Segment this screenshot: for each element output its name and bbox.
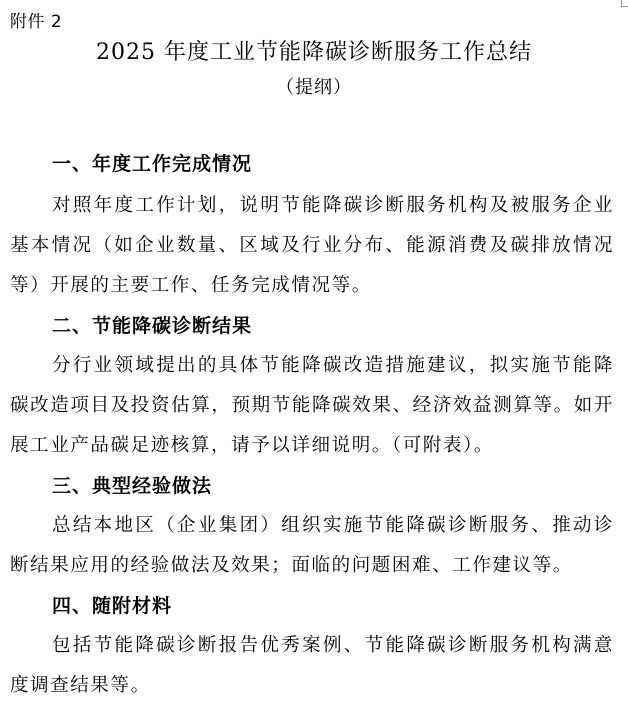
section-body-1: 对照年度工作计划，说明节能降碳诊断服务机构及被服务企业基本情况（如企业数量、区域及行业分布、能源消费及碳排放情况等）开展的主要工作、任务完成情况等。: [10, 195, 614, 296]
section-heading-1: 一、年度工作完成情况: [52, 153, 253, 175]
section-heading-4: 四、随附材料: [52, 595, 173, 617]
section-heading-3: 三、典型经验做法: [52, 475, 213, 497]
page-corner-mark: [621, 0, 628, 7]
section-body-2: 分行业领域提出的具体节能降碳改造措施建议，拟实施节能降碳改造项目及投资估算，预期节能降碳效果、经济效益测算等。如开展工业产品碳足迹核算，请予以详细说明。（可附表）。: [10, 355, 614, 456]
document-title: 2025 年度工业节能降碳诊断服务工作总结: [96, 40, 532, 65]
section-body-4: 包括节能降碳诊断报告优秀案例、节能降碳诊断服务机构满意度调查结果等。: [10, 635, 614, 696]
document-subtitle: （提纲）: [276, 77, 352, 98]
attachment-label: 附件 2: [10, 12, 63, 32]
section-heading-2: 二、节能降碳诊断结果: [52, 315, 253, 337]
section-body-3: 总结本地区（企业集团）组织实施节能降碳诊断服务、推动诊断结果应用的经验做法及效果；面临的问题困难、工作建议等。: [10, 515, 614, 576]
